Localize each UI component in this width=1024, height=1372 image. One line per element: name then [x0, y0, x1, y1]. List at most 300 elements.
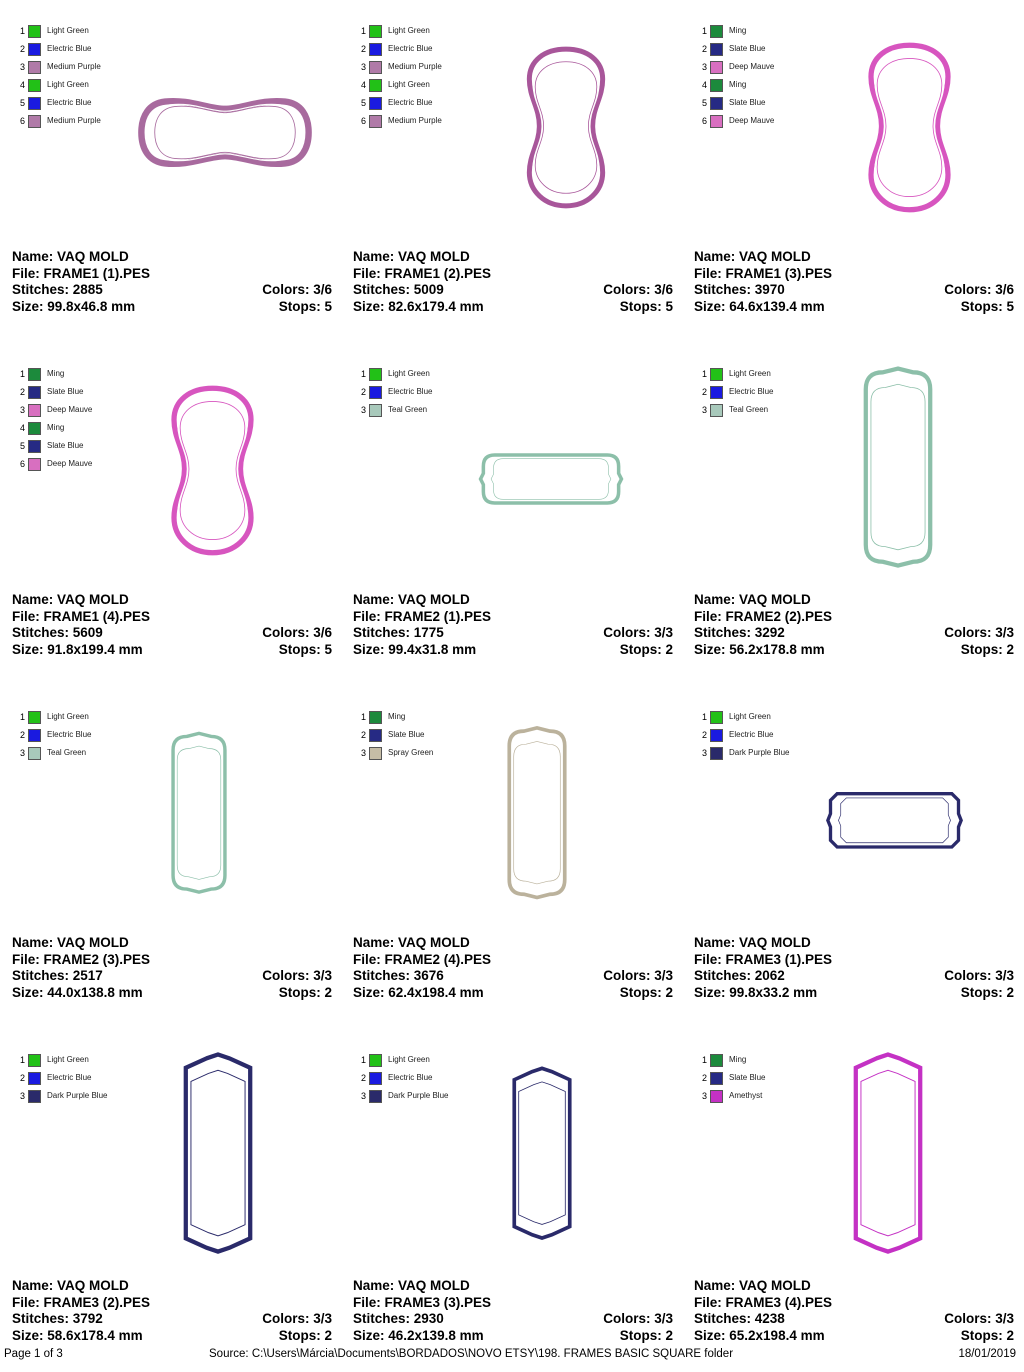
- label-size: Size:: [353, 1327, 389, 1343]
- design-stitches-line: [12, 968, 332, 985]
- color-name: Light Green: [47, 712, 89, 721]
- design-preview: [857, 20, 962, 235]
- design-preview: [160, 363, 265, 578]
- palette-row: [696, 40, 846, 58]
- label-name: Name:: [353, 935, 399, 950]
- design-colors: 3/3: [313, 968, 332, 983]
- palette-index: 1: [360, 369, 366, 379]
- design-file-line: [694, 1295, 1014, 1312]
- palette-index: 3: [701, 748, 707, 758]
- color-swatch: [710, 386, 723, 399]
- color-name: Ming: [729, 80, 747, 89]
- color-name: Deep Mauve: [729, 62, 775, 71]
- color-palette: [14, 708, 164, 762]
- palette-row: [696, 365, 846, 383]
- design-stops-group: [620, 985, 673, 1002]
- color-swatch: [710, 43, 723, 56]
- design-name: VAQ MOLD: [739, 592, 811, 607]
- label-size: Size:: [12, 641, 48, 657]
- palette-index: 3: [701, 62, 707, 72]
- label-stops: Stops:: [619, 984, 666, 1000]
- color-name: Electric Blue: [729, 387, 774, 396]
- label-file: File:: [694, 265, 726, 281]
- design-file-line: [353, 952, 673, 969]
- label-name: Name:: [353, 592, 399, 607]
- design-size: 44.0x138.8 mm: [47, 984, 143, 1000]
- design-file: FRAME1 (4).PES: [43, 608, 151, 624]
- design-name-line: [12, 592, 332, 609]
- label-name: Name:: [12, 935, 58, 950]
- color-swatch: [28, 43, 41, 56]
- label-stops: Stops:: [278, 641, 325, 657]
- palette-index: 1: [360, 26, 366, 36]
- label-stops: Stops:: [960, 984, 1007, 1000]
- design-size: 82.6x179.4 mm: [388, 298, 484, 314]
- palette-row: [14, 58, 164, 76]
- color-name: Ming: [47, 369, 65, 378]
- design-cell: [682, 0, 1023, 343]
- design-info: [694, 1278, 1014, 1344]
- label-stitches: Stitches:: [12, 968, 73, 983]
- design-colors-group: [262, 625, 332, 642]
- label-file: File:: [12, 608, 44, 624]
- palette-index: 5: [19, 98, 25, 108]
- palette-row: [696, 22, 846, 40]
- design-stops-group: [279, 985, 332, 1002]
- label-colors: Colors:: [944, 968, 996, 983]
- design-name-line: [353, 592, 673, 609]
- palette-row: [355, 365, 505, 383]
- label-stops: Stops:: [278, 984, 325, 1000]
- design-info: [353, 249, 673, 315]
- design-stitches: 3676: [413, 968, 444, 983]
- design-file: FRAME3 (2).PES: [43, 1294, 151, 1310]
- color-swatch: [28, 747, 41, 760]
- color-name: Slate Blue: [729, 98, 766, 107]
- label-name: Name:: [694, 592, 740, 607]
- design-stitches-line: [12, 625, 332, 642]
- design-stitches-line: [353, 968, 673, 985]
- palette-index: 2: [701, 730, 707, 740]
- design-size: 65.2x198.4 mm: [729, 1327, 825, 1343]
- design-colors-group: [944, 1311, 1014, 1328]
- design-preview: [451, 448, 651, 510]
- palette-index: 1: [19, 26, 25, 36]
- design-stops-group: [961, 1328, 1014, 1345]
- color-palette: [355, 365, 505, 419]
- design-cell: [682, 686, 1023, 1029]
- design-size-line: [353, 642, 673, 659]
- design-colors-group: [603, 625, 673, 642]
- label-colors: Colors:: [262, 968, 314, 983]
- design-size-line: [694, 642, 1014, 659]
- design-file-line: [12, 952, 332, 969]
- color-name: Electric Blue: [388, 387, 433, 396]
- design-colors-group: [262, 282, 332, 299]
- palette-index: 3: [360, 1091, 366, 1101]
- palette-row: [355, 22, 505, 40]
- color-name: Slate Blue: [47, 441, 84, 450]
- design-preview: [862, 358, 934, 578]
- label-name: Name:: [353, 1278, 399, 1293]
- color-name: Deep Mauve: [47, 405, 93, 414]
- palette-index: 2: [360, 387, 366, 397]
- color-swatch: [369, 747, 382, 760]
- design-cell: [341, 0, 682, 343]
- label-name: Name:: [694, 935, 740, 950]
- palette-index: 2: [19, 1073, 25, 1083]
- design-size-line: [694, 1328, 1014, 1345]
- design-file: FRAME3 (1).PES: [725, 951, 833, 967]
- design-info: [12, 935, 332, 1001]
- color-swatch: [28, 404, 41, 417]
- design-stitches-line: [12, 282, 332, 299]
- label-name: Name:: [12, 592, 58, 607]
- design-colors: 3/6: [313, 282, 332, 297]
- design-colors-group: [603, 1311, 673, 1328]
- design-stops-group: [279, 299, 332, 316]
- palette-index: 2: [19, 730, 25, 740]
- palette-row: [696, 1087, 846, 1105]
- design-name-line: [12, 249, 332, 266]
- palette-row: [14, 365, 164, 383]
- design-name-line: [353, 935, 673, 952]
- color-palette: [696, 365, 846, 419]
- palette-row: [696, 726, 846, 744]
- label-stitches: Stitches:: [694, 1311, 755, 1326]
- palette-index: 1: [701, 369, 707, 379]
- design-file: FRAME1 (2).PES: [384, 265, 492, 281]
- palette-index: 1: [19, 369, 25, 379]
- color-swatch: [28, 79, 41, 92]
- label-stitches: Stitches:: [694, 968, 755, 983]
- design-stops: 5: [324, 298, 332, 314]
- palette-index: 1: [360, 1055, 366, 1065]
- label-file: File:: [694, 1294, 726, 1310]
- design-name-line: [12, 935, 332, 952]
- design-file-line: [694, 266, 1014, 283]
- design-cell: [0, 1029, 341, 1372]
- color-swatch: [28, 711, 41, 724]
- color-swatch: [369, 386, 382, 399]
- palette-row: [355, 58, 505, 76]
- label-stitches: Stitches:: [694, 282, 755, 297]
- color-name: Dark Purple Blue: [388, 1091, 449, 1100]
- color-swatch: [28, 1054, 41, 1067]
- color-swatch: [28, 1090, 41, 1103]
- color-name: Light Green: [47, 1055, 89, 1064]
- design-colors: 3/3: [654, 968, 673, 983]
- palette-row: [14, 708, 164, 726]
- color-name: Electric Blue: [47, 44, 92, 53]
- design-name-line: [694, 249, 1014, 266]
- color-swatch: [710, 115, 723, 128]
- design-colors: 3/3: [654, 625, 673, 640]
- page-footer: [0, 1348, 1024, 1366]
- design-stitches: 4238: [754, 1311, 785, 1326]
- palette-row: [696, 94, 846, 112]
- design-stops-group: [961, 985, 1014, 1002]
- design-size-line: [12, 299, 332, 316]
- palette-index: 1: [19, 1055, 25, 1065]
- design-file-line: [694, 609, 1014, 626]
- label-size: Size:: [353, 298, 389, 314]
- color-name: Teal Green: [388, 405, 428, 414]
- color-name: Deep Mauve: [729, 116, 775, 125]
- palette-index: 2: [360, 730, 366, 740]
- color-swatch: [369, 79, 382, 92]
- palette-index: 1: [360, 712, 366, 722]
- palette-row: [14, 744, 164, 762]
- label-stitches: Stitches:: [353, 625, 414, 640]
- design-info: [694, 249, 1014, 315]
- design-size: 99.8x33.2 mm: [729, 984, 818, 1000]
- design-name-line: [694, 592, 1014, 609]
- design-file-line: [12, 266, 332, 283]
- color-name: Electric Blue: [388, 44, 433, 53]
- color-swatch: [28, 97, 41, 110]
- design-info: [12, 249, 332, 315]
- palette-index: 4: [19, 423, 25, 433]
- design-name: VAQ MOLD: [398, 592, 470, 607]
- label-stops: Stops:: [278, 1327, 325, 1343]
- design-info: [353, 935, 673, 1001]
- design-file: FRAME2 (2).PES: [725, 608, 833, 624]
- palette-index: 6: [19, 116, 25, 126]
- palette-row: [355, 40, 505, 58]
- design-stitches: 5609: [72, 625, 103, 640]
- design-stitches-line: [12, 1311, 332, 1328]
- design-stops-group: [620, 299, 673, 316]
- design-preview: [170, 701, 228, 926]
- design-size: 46.2x139.8 mm: [388, 1327, 484, 1343]
- palette-row: [355, 112, 505, 130]
- palette-index: 2: [19, 387, 25, 397]
- design-stops-group: [620, 642, 673, 659]
- design-stitches-line: [694, 968, 1014, 985]
- color-swatch: [369, 97, 382, 110]
- label-stitches: Stitches:: [694, 625, 755, 640]
- color-swatch: [369, 61, 382, 74]
- label-stitches: Stitches:: [353, 282, 414, 297]
- design-name: VAQ MOLD: [57, 935, 129, 950]
- palette-row: [355, 383, 505, 401]
- color-name: Electric Blue: [47, 1073, 92, 1082]
- palette-index: 4: [360, 80, 366, 90]
- label-stops: Stops:: [278, 298, 325, 314]
- color-swatch: [28, 1072, 41, 1085]
- design-stitches: 2062: [754, 968, 785, 983]
- palette-index: 5: [19, 441, 25, 451]
- label-stops: Stops:: [619, 298, 666, 314]
- palette-index: 4: [701, 80, 707, 90]
- design-name: VAQ MOLD: [398, 935, 470, 950]
- design-name: VAQ MOLD: [398, 249, 470, 264]
- palette-row: [355, 1051, 505, 1069]
- color-name: Teal Green: [729, 405, 769, 414]
- label-stops: Stops:: [960, 298, 1007, 314]
- label-name: Name:: [694, 249, 740, 264]
- design-stops: 5: [665, 298, 673, 314]
- color-name: Light Green: [388, 26, 430, 35]
- label-size: Size:: [353, 984, 389, 1000]
- design-colors: 3/3: [995, 968, 1014, 983]
- color-name: Medium Purple: [47, 116, 101, 125]
- color-name: Ming: [729, 1055, 747, 1064]
- label-size: Size:: [12, 298, 48, 314]
- color-swatch: [28, 25, 41, 38]
- label-name: Name:: [694, 1278, 740, 1293]
- design-size: 99.8x46.8 mm: [47, 298, 136, 314]
- design-cell: [341, 343, 682, 686]
- design-stitches: 2930: [413, 1311, 444, 1326]
- design-size-line: [12, 985, 332, 1002]
- design-stitches: 2517: [72, 968, 103, 983]
- color-swatch: [369, 404, 382, 417]
- design-info: [694, 592, 1014, 658]
- color-swatch: [369, 1054, 382, 1067]
- design-stitches: 1775: [413, 625, 444, 640]
- palette-row: [14, 726, 164, 744]
- design-size: 62.4x198.4 mm: [388, 984, 484, 1000]
- palette-row: [14, 1069, 164, 1087]
- palette-index: 6: [701, 116, 707, 126]
- label-file: File:: [12, 951, 44, 967]
- palette-row: [14, 437, 164, 455]
- palette-row: [14, 40, 164, 58]
- design-cell: [682, 343, 1023, 686]
- label-stops: Stops:: [619, 1327, 666, 1343]
- label-file: File:: [12, 1294, 44, 1310]
- label-size: Size:: [694, 1327, 730, 1343]
- design-colors-group: [944, 625, 1014, 642]
- design-info: [353, 1278, 673, 1344]
- design-file-line: [353, 1295, 673, 1312]
- label-file: File:: [353, 608, 385, 624]
- color-palette: [355, 1051, 505, 1105]
- color-name: Slate Blue: [729, 1073, 766, 1082]
- label-stitches: Stitches:: [12, 1311, 73, 1326]
- design-cell: [0, 686, 341, 1029]
- palette-index: 6: [360, 116, 366, 126]
- design-size-line: [12, 1328, 332, 1345]
- design-colors: 3/3: [995, 625, 1014, 640]
- design-stops: 2: [1006, 984, 1014, 1000]
- color-swatch: [369, 729, 382, 742]
- design-name: VAQ MOLD: [398, 1278, 470, 1293]
- design-size-line: [12, 642, 332, 659]
- design-stitches: 3792: [72, 1311, 103, 1326]
- design-name: VAQ MOLD: [57, 1278, 129, 1293]
- design-size: 91.8x199.4 mm: [47, 641, 143, 657]
- label-stitches: Stitches:: [12, 282, 73, 297]
- color-swatch: [28, 422, 41, 435]
- design-stitches-line: [353, 282, 673, 299]
- palette-row: [696, 383, 846, 401]
- design-name: VAQ MOLD: [739, 249, 811, 264]
- color-name: Dark Purple Blue: [47, 1091, 108, 1100]
- design-stops-group: [279, 642, 332, 659]
- label-stops: Stops:: [960, 641, 1007, 657]
- color-swatch: [28, 729, 41, 742]
- color-swatch: [369, 368, 382, 381]
- label-size: Size:: [12, 1327, 48, 1343]
- design-stops-group: [961, 642, 1014, 659]
- color-palette: [696, 708, 846, 762]
- design-cell: [0, 0, 341, 343]
- label-colors: Colors:: [262, 282, 314, 297]
- color-name: Electric Blue: [388, 1073, 433, 1082]
- design-size-line: [353, 1328, 673, 1345]
- palette-row: [355, 76, 505, 94]
- design-stitches: 2885: [72, 282, 103, 297]
- palette-row: [696, 1069, 846, 1087]
- design-file: FRAME2 (3).PES: [43, 951, 151, 967]
- palette-row: [14, 419, 164, 437]
- design-colors: 3/6: [995, 282, 1014, 297]
- color-swatch: [710, 61, 723, 74]
- palette-index: 2: [360, 44, 366, 54]
- color-palette: [696, 1051, 846, 1105]
- design-size-line: [353, 985, 673, 1002]
- label-file: File:: [12, 265, 44, 281]
- label-name: Name:: [12, 249, 58, 264]
- color-swatch: [710, 25, 723, 38]
- design-size: 99.4x31.8 mm: [388, 641, 477, 657]
- color-name: Light Green: [388, 1055, 430, 1064]
- print-date: 18/01/2019: [958, 1348, 1016, 1360]
- color-name: Light Green: [388, 369, 430, 378]
- color-swatch: [710, 97, 723, 110]
- design-stops: 2: [1006, 641, 1014, 657]
- label-colors: Colors:: [944, 1311, 996, 1326]
- palette-index: 2: [360, 1073, 366, 1083]
- label-colors: Colors:: [603, 1311, 655, 1326]
- color-swatch: [710, 747, 723, 760]
- label-stitches: Stitches:: [353, 1311, 414, 1326]
- palette-index: 3: [360, 748, 366, 758]
- palette-row: [355, 401, 505, 419]
- design-file-line: [353, 609, 673, 626]
- design-cell: [682, 1029, 1023, 1372]
- design-info: [12, 592, 332, 658]
- color-swatch: [369, 1072, 382, 1085]
- design-size: 56.2x178.8 mm: [729, 641, 825, 657]
- design-size-line: [694, 299, 1014, 316]
- design-stitches-line: [694, 1311, 1014, 1328]
- palette-index: 6: [19, 459, 25, 469]
- palette-row: [14, 22, 164, 40]
- label-name: Name:: [353, 249, 399, 264]
- color-name: Electric Blue: [388, 98, 433, 107]
- design-preview: [182, 1044, 254, 1264]
- design-name-line: [353, 249, 673, 266]
- design-stitches-line: [694, 282, 1014, 299]
- palette-index: 2: [19, 44, 25, 54]
- palette-row: [355, 744, 505, 762]
- color-swatch: [28, 386, 41, 399]
- design-preview: [852, 1044, 924, 1264]
- palette-index: 3: [19, 405, 25, 415]
- color-swatch: [710, 404, 723, 417]
- design-stitches: 5009: [413, 282, 444, 297]
- color-name: Slate Blue: [729, 44, 766, 53]
- color-name: Teal Green: [47, 748, 87, 757]
- palette-index: 1: [701, 712, 707, 722]
- color-name: Medium Purple: [388, 62, 442, 71]
- palette-row: [696, 744, 846, 762]
- design-stops: 2: [665, 641, 673, 657]
